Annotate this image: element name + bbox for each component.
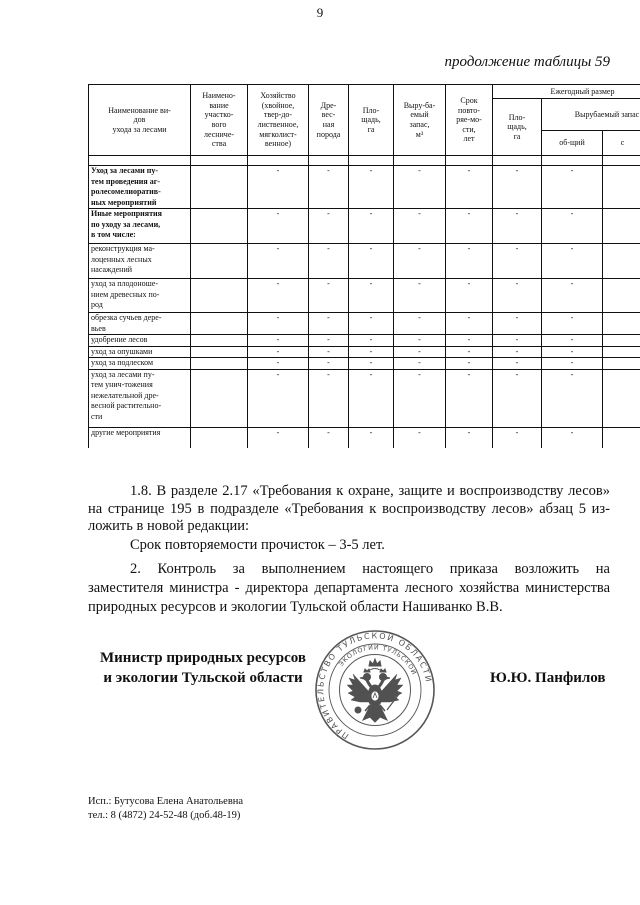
table-cell: -	[542, 346, 603, 358]
signatory-position-line: Министр природных ресурсов	[100, 650, 306, 666]
header-economy: Хозяйство (хвойное, твер-до- лиственное, мягколист- венное)	[248, 85, 309, 156]
table-cell: -	[309, 313, 349, 335]
table-cell	[191, 166, 248, 209]
table-row	[89, 166, 640, 209]
seal-outer-text: ПРАВИТЕЛЬСТВО ТУЛЬСКОЙ ОБЛАСТИ	[316, 631, 434, 741]
paragraph-2	[88, 560, 610, 617]
table-row	[89, 335, 640, 347]
table-cell: -	[493, 313, 542, 335]
table-cell: -	[309, 166, 349, 209]
table-cell: -	[446, 427, 493, 448]
table-cell: -	[349, 279, 394, 313]
table-cell: -	[446, 369, 493, 427]
table-cell: -	[349, 427, 394, 448]
header-area: Пло- щадь, га	[349, 85, 394, 156]
table-row	[89, 313, 640, 335]
paragraph-line: Срок повторяемости прочисток – 3-5 лет.	[130, 537, 385, 553]
table-cell: -	[394, 209, 446, 244]
table-cell: -	[446, 358, 493, 370]
table-cell: -	[309, 279, 349, 313]
table-cell: -	[493, 346, 542, 358]
table-cell: -	[394, 335, 446, 347]
table-cell: -	[542, 166, 603, 209]
table-cell: -	[542, 369, 603, 427]
table-cell: -	[542, 209, 603, 244]
row-label: реконструкция ма- лоценных лесных насаждений	[89, 244, 191, 279]
table-cell: -	[446, 209, 493, 244]
table-body	[89, 166, 640, 449]
table-cell: -	[394, 369, 446, 427]
header-annual-volume-total: об-щий	[542, 131, 603, 156]
table-cell: -	[248, 346, 309, 358]
table-cell: -	[394, 346, 446, 358]
table-cell: -	[248, 358, 309, 370]
header-annual-area: Пло- щадь, га	[493, 99, 542, 156]
table-cell: -	[248, 427, 309, 448]
table-cell	[603, 346, 640, 358]
table-cell: -	[446, 166, 493, 209]
executor-info	[88, 795, 243, 822]
table-cell	[191, 427, 248, 448]
table-cell: -	[493, 358, 542, 370]
paragraph-line: природных ресурсов и экологии Тульской области Нашиванко В.В.	[88, 599, 503, 615]
table-cell: -	[349, 335, 394, 347]
paragraph-line: 1.8. В разделе 2.17 «Требования к охране, защите и воспроизводству лесов»	[130, 483, 610, 499]
table-cell: -	[349, 369, 394, 427]
table-cell: -	[394, 313, 446, 335]
signatory-name: Ю.Ю. Панфилов	[490, 670, 606, 686]
row-label: удобрение лесов	[89, 335, 191, 347]
signatory-position	[88, 648, 318, 688]
table-cell	[191, 279, 248, 313]
table-cell: -	[542, 358, 603, 370]
table-cell: -	[309, 335, 349, 347]
table-cell	[603, 427, 640, 448]
table-cell: -	[446, 335, 493, 347]
paragraph-line: заместителя министра - директора департамента лесного хозяйства министерства	[88, 580, 610, 596]
row-label: уход за опушками	[89, 346, 191, 358]
table-cell: -	[349, 358, 394, 370]
row-label: обрезка сучьев дере- вьев	[89, 313, 191, 335]
header-annual-volume-other: с	[603, 131, 640, 156]
table-cell: -	[309, 358, 349, 370]
table-row	[89, 346, 640, 358]
header-tree-species: Дре- вес- ная порода	[309, 85, 349, 156]
row-label: уход за лесами пу- тем унич-тожения нежелательной дре- весной растительно- сти	[89, 369, 191, 427]
table-cell: -	[349, 166, 394, 209]
seal-inner-text: ЭКОЛОГИИ ТУЛЬСКОЙ	[337, 644, 418, 677]
table-cell: -	[493, 335, 542, 347]
official-seal	[313, 628, 437, 752]
table-cell: -	[349, 209, 394, 244]
row-label: другие мероприятия	[89, 427, 191, 448]
table-row	[89, 358, 640, 370]
table-cell: -	[394, 244, 446, 279]
table-cell: -	[542, 427, 603, 448]
table-cell: -	[248, 166, 309, 209]
table	[88, 84, 640, 448]
table-cell: -	[446, 244, 493, 279]
table-row	[89, 427, 640, 448]
table-cell	[603, 335, 640, 347]
table-row	[89, 369, 640, 427]
table-cell	[603, 166, 640, 209]
table-cell	[191, 369, 248, 427]
table-spacer-row	[89, 156, 640, 166]
table-cell	[191, 244, 248, 279]
header-district-forestry: Наимено- вание участко- вого лесниче- ства	[191, 85, 248, 156]
row-label: Уход за лесами пу- тем проведения аг- ролесомелиоратив- ных мероприятий	[89, 166, 191, 209]
header-care-type: Наименование ви- дов ухода за лесами	[89, 85, 191, 156]
table-cell	[603, 244, 640, 279]
row-label: Иные мероприятия по уходу за лесами, в том числе:	[89, 209, 191, 244]
table-cell: -	[542, 279, 603, 313]
table-cell: -	[493, 244, 542, 279]
table-header	[89, 85, 640, 156]
executor-phone: тел.: 8 (4872) 24-52-48 (доб.48-19)	[88, 809, 241, 821]
table-cell	[191, 335, 248, 347]
table-cell: -	[394, 166, 446, 209]
row-label: уход за плодоноше- нием древесных по- род	[89, 279, 191, 313]
forest-care-table	[88, 84, 640, 448]
page-number: 9	[316, 5, 324, 20]
table-cell: -	[309, 369, 349, 427]
table-cell: -	[446, 346, 493, 358]
table-cell: -	[248, 335, 309, 347]
table-cell	[603, 358, 640, 370]
signatory-position-line: и экологии Тульской области	[103, 670, 303, 686]
table-cell: -	[349, 313, 394, 335]
header-annual-volume: Вырубаемый запас	[542, 99, 640, 131]
table-cell: -	[493, 209, 542, 244]
table-cell: -	[349, 346, 394, 358]
table-cell	[603, 209, 640, 244]
table-row	[89, 279, 640, 313]
table-cell: -	[309, 209, 349, 244]
table-cell	[191, 358, 248, 370]
table-cell: -	[248, 369, 309, 427]
executor-name: Исп.: Бутусова Елена Анатольевна	[88, 796, 244, 807]
table-cell: -	[394, 427, 446, 448]
table-cell: -	[542, 244, 603, 279]
table-cell	[191, 313, 248, 335]
header-felled-volume: Выру-ба- емый запас, м³	[394, 85, 446, 156]
table-cell	[191, 346, 248, 358]
table-cell: -	[309, 346, 349, 358]
row-label: уход за подлеском	[89, 358, 191, 370]
table-cell: -	[446, 313, 493, 335]
table-cell: -	[493, 369, 542, 427]
table-cell: -	[248, 279, 309, 313]
table-cell: -	[309, 244, 349, 279]
table-cell: -	[542, 313, 603, 335]
table-cell: -	[248, 313, 309, 335]
table-continuation-caption: продолжение таблицы 59	[444, 54, 610, 70]
table-cell	[603, 313, 640, 335]
table-cell: -	[493, 166, 542, 209]
paragraph-line: на странице 195 в подразделе «Требования к воспроизводству лесов» абзац 5 из-	[88, 500, 610, 517]
header-annual-size: Ежегодный размер	[493, 85, 640, 99]
table-cell: -	[394, 358, 446, 370]
table-cell	[603, 369, 640, 427]
table-row	[89, 244, 640, 279]
table-cell: -	[446, 279, 493, 313]
table-row	[89, 209, 640, 244]
paragraph-1-8	[88, 483, 610, 536]
paragraph-line: 2. Контроль за выполнением настоящего приказа возложить на	[130, 561, 610, 577]
double-headed-eagle-icon	[347, 659, 403, 722]
new-wording-paragraph	[130, 536, 610, 554]
table-cell: -	[542, 335, 603, 347]
table-cell	[603, 279, 640, 313]
table-cell: -	[248, 209, 309, 244]
table-cell	[191, 209, 248, 244]
table-cell: -	[394, 279, 446, 313]
paragraph-line: ложить в новой редакции:	[88, 518, 250, 534]
table-cell: -	[349, 244, 394, 279]
table-cell: -	[309, 427, 349, 448]
table-cell: -	[493, 279, 542, 313]
table-cell: -	[493, 427, 542, 448]
header-repeat-period: Срок повто- ряе-мо- сти, лет	[446, 85, 493, 156]
table-cell: -	[248, 244, 309, 279]
